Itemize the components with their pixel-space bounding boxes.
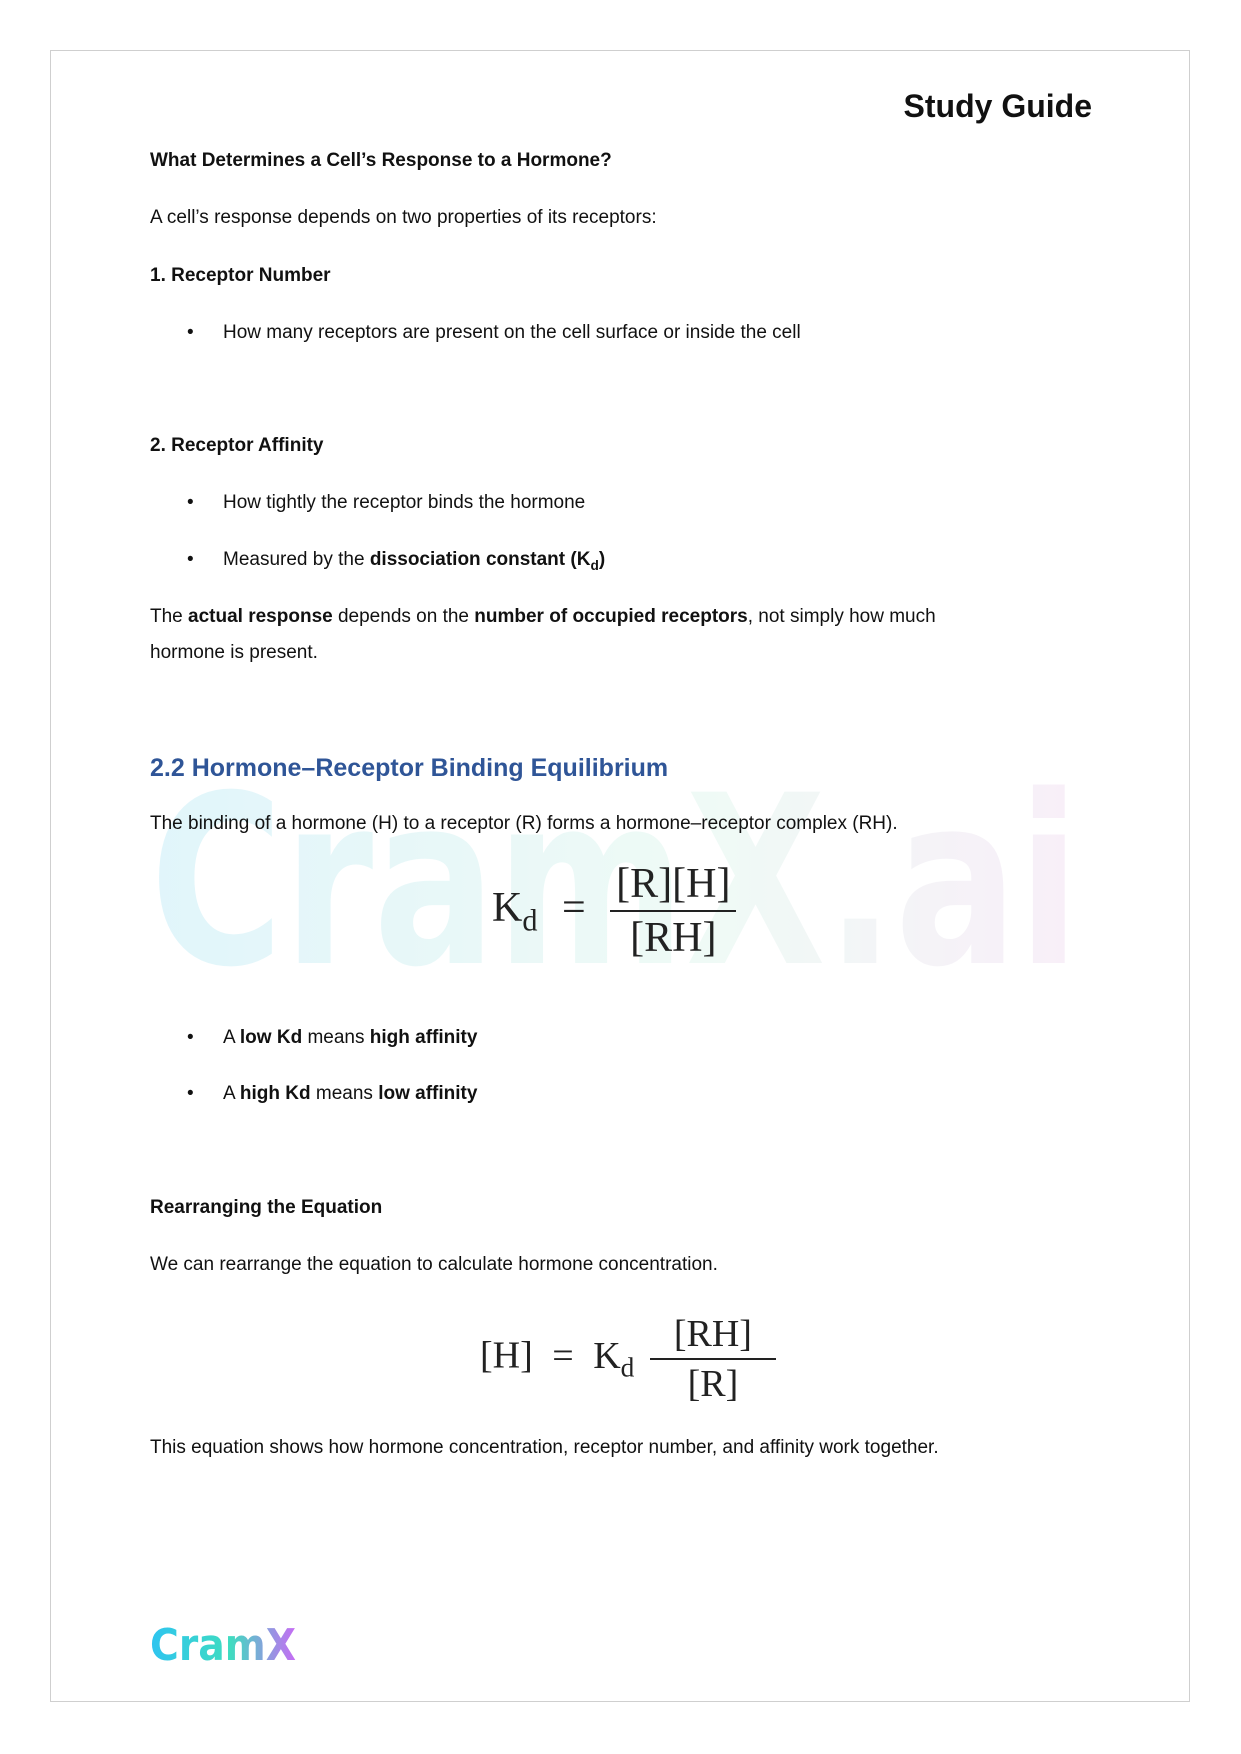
receptor-affinity-heading: 2. Receptor Affinity [150, 435, 324, 456]
text-run: means [302, 1027, 370, 1048]
bullet-dot-icon: • [187, 492, 194, 513]
text-run: hormone is present. [150, 642, 318, 663]
list-item-text [223, 1027, 477, 1049]
watermark-text: CramX.ai [150, 746, 1080, 998]
intro-lead: A cell’s response depends on two properties of its receptors: [150, 207, 657, 228]
text-run: Measured by the [223, 549, 370, 570]
list-item-text [223, 1083, 477, 1105]
text-run: The [150, 606, 189, 627]
receptor-number-heading: 1. Receptor Number [150, 265, 331, 286]
eq-fraction [650, 1312, 776, 1406]
bullet-dot-icon: • [187, 1083, 194, 1104]
eq-fraction [610, 860, 736, 962]
eq-equals: = [561, 884, 586, 931]
eq-lhs: [H] [480, 1334, 533, 1377]
text-run: dissociation constant (K [369, 549, 591, 570]
section-lead: The binding of a hormone (H) to a receptor (R) forms a hormone–receptor complex (RH). [150, 813, 898, 834]
list-item-text [223, 549, 605, 573]
intro-heading: What Determines a Cell’s Response to a Hormone? [150, 150, 612, 171]
logo-text: CramX [150, 1620, 297, 1670]
list-item-text: How many receptors are present on the cell surface or inside the cell [223, 322, 801, 343]
text-run: depends on the [332, 606, 475, 627]
text-run: A [223, 1027, 240, 1048]
bold-term: actual response [188, 606, 333, 627]
rearranging-lead: We can rearrange the equation to calculate hormone concentration. [150, 1254, 718, 1275]
section-heading: 2.2 Hormone–Receptor Binding Equilibrium [150, 754, 669, 782]
bold-term: low Kd [239, 1027, 303, 1048]
bullet-dot-icon: • [187, 1027, 194, 1048]
eq-numerator: [R][H] [616, 861, 731, 907]
subscript: d [590, 557, 599, 573]
eq-equals: = [552, 1334, 574, 1377]
eq-kd: $K_d$ [593, 1334, 635, 1383]
text-run: , not simply how much [747, 606, 936, 627]
bold-term: high affinity [369, 1027, 478, 1048]
text-run: ) [598, 549, 606, 570]
hormone-concentration-equation [480, 1312, 776, 1406]
bold-term: high Kd [239, 1083, 311, 1104]
eq-denominator: [RH] [630, 915, 717, 961]
text-run: A [223, 1083, 240, 1104]
kd-equation [492, 860, 736, 962]
page-title: Study Guide [903, 88, 1092, 124]
list-item-text: How tightly the receptor binds the hormone [223, 492, 586, 513]
closing-paragraph: This equation shows how hormone concentration, receptor number, and affinity work together. [150, 1437, 939, 1458]
summary-paragraph [150, 599, 1050, 671]
bullet-dot-icon: • [187, 549, 194, 570]
eq-denominator: [R] [687, 1363, 739, 1405]
bold-term: low affinity [378, 1083, 478, 1104]
bullet-dot-icon: • [187, 322, 194, 343]
rearranging-heading: Rearranging the Equation [150, 1197, 383, 1218]
eq-numerator: [RH] [673, 1313, 752, 1355]
bold-term: number of occupied receptors [474, 606, 748, 627]
cramx-logo [148, 1618, 308, 1670]
eq-lhs: $K_d$ [492, 884, 538, 938]
dissociation-constant-term [369, 549, 606, 573]
text-run: means [310, 1083, 379, 1104]
